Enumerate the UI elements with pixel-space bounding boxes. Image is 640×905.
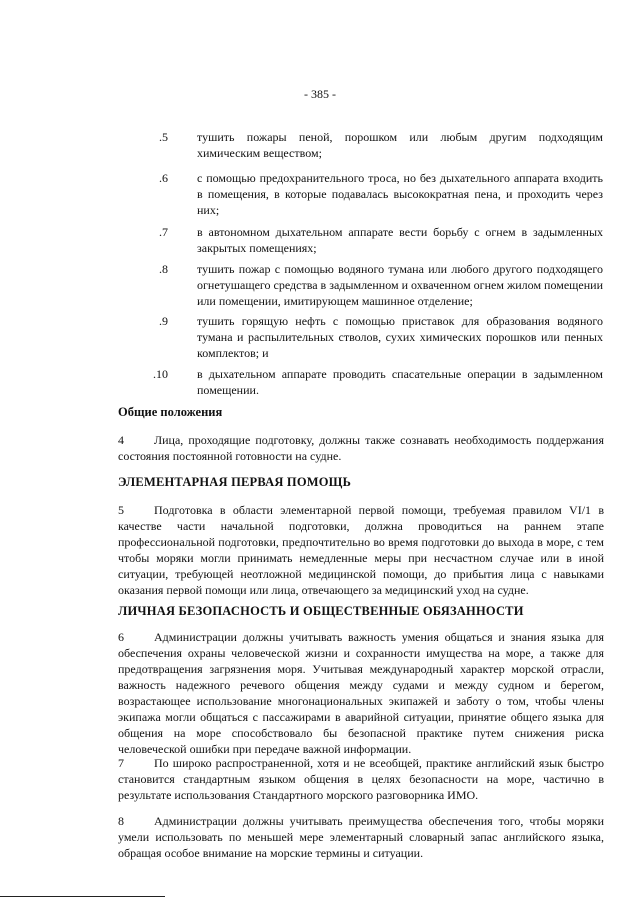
section-heading-first-aid: ЭЛЕМЕНТАРНАЯ ПЕРВАЯ ПОМОЩЬ xyxy=(118,475,352,489)
paragraph-4 xyxy=(118,432,604,464)
paragraph-5 xyxy=(118,502,604,598)
item-number: .9 xyxy=(159,314,168,328)
paragraph-text: Администрации должны учитывать преимущества обеспечения того, чтобы моряки умели использовать по меньшей мере элементарный словарный запас английского языка, обращая особое внимание на морские термины и ситуации. xyxy=(118,814,604,860)
paragraph-number: 4 xyxy=(118,433,124,447)
paragraph-7 xyxy=(118,755,604,803)
item-number: .7 xyxy=(159,225,168,239)
paragraph-number: 7 xyxy=(118,756,124,770)
item-text: с помощью предохранительного троса, но без дыхательного аппарата входить в помещения, в которые подавалась высокократная пена, и проходить через них; xyxy=(197,171,603,217)
paragraph-number: 5 xyxy=(118,503,124,517)
item-number: .6 xyxy=(159,171,168,185)
paragraph-text: Лица, проходящие подготовку, должны также сознавать необходимость поддержания состояния постоянной готовности на судне. xyxy=(118,433,604,463)
item-text: в дыхательном аппарате проводить спасательные операции в задымленном помещении. xyxy=(197,367,603,397)
item-text: тушить пожар с помощью водяного тумана или любого другого подходящего огнетушащего средства в задымленном и охваченном огнем жилом помещении или помещении, имитирующем машинное отделение; xyxy=(197,262,603,308)
section-heading-general: Общие положения xyxy=(118,405,223,419)
section-heading-safety: ЛИЧНАЯ БЕЗОПАСНОСТЬ И ОБЩЕСТВЕННЫЕ ОБЯЗАННОСТИ xyxy=(118,604,524,618)
item-number: .8 xyxy=(159,262,168,276)
paragraph-text: Подготовка в области элементарной первой помощи, требуемая правилом VI/1 в качестве части начальной подготовки, должна проводиться на раннем этапе профессиональной подготовки, предпочтительно во время подготовки до выхода в море, с тем чтобы моряки могли принимать немедленные меры при несчастном случае или в иной ситуации, требующей неотложной медицинской помощи, до прибытия лица с навыками оказания первой помощи или лица, отвечающего за медицинский уход на судне. xyxy=(118,503,604,597)
paragraph-text: По широко распространенной, хотя и не всеобщей, практике английский язык быстро становится стандартным языком общения в целях безопасности на море, частично в результате использования Стандартного морского разговорника ИМО. xyxy=(118,756,604,802)
item-number: .5 xyxy=(159,130,168,144)
item-number: .10 xyxy=(153,367,168,381)
item-text: тушить горящую нефть с помощью приставок для образования водяного тумана и распылительных стволов, сухих химических порошков или пенных комплектов; и xyxy=(197,314,603,360)
page-number: - 385 - xyxy=(304,87,336,101)
paragraph-number: 8 xyxy=(118,814,124,828)
paragraph-text: Администрации должны учитывать важность умения общаться и знания языка для обеспечения охраны человеческой жизни и сохранности имущества на море, а также для предотвращения загрязнения моря. Учитывая международный характер морской отрасли, важность надежного речевого общения между судами и между судном и берегом, возрастающее использование многонациональных экипажей и заботу о том, чтобы члены экипажа могли общаться с пассажирами в аварийной ситуации, принятие общего языка для общения на море способствовало бы безопасной практике путем снижения риска человеческой ошибки при передаче важной информации. xyxy=(118,630,604,756)
item-text: тушить пожары пеной, порошком или любым другим подходящим химическим веществом; xyxy=(197,130,603,160)
footnote-rule xyxy=(0,896,165,897)
paragraph-6 xyxy=(118,629,604,757)
paragraph-8 xyxy=(118,813,604,861)
item-text: в автономном дыхательном аппарате вести борьбу с огнем в задымленных закрытых помещениях; xyxy=(197,225,603,255)
paragraph-number: 6 xyxy=(118,630,124,644)
